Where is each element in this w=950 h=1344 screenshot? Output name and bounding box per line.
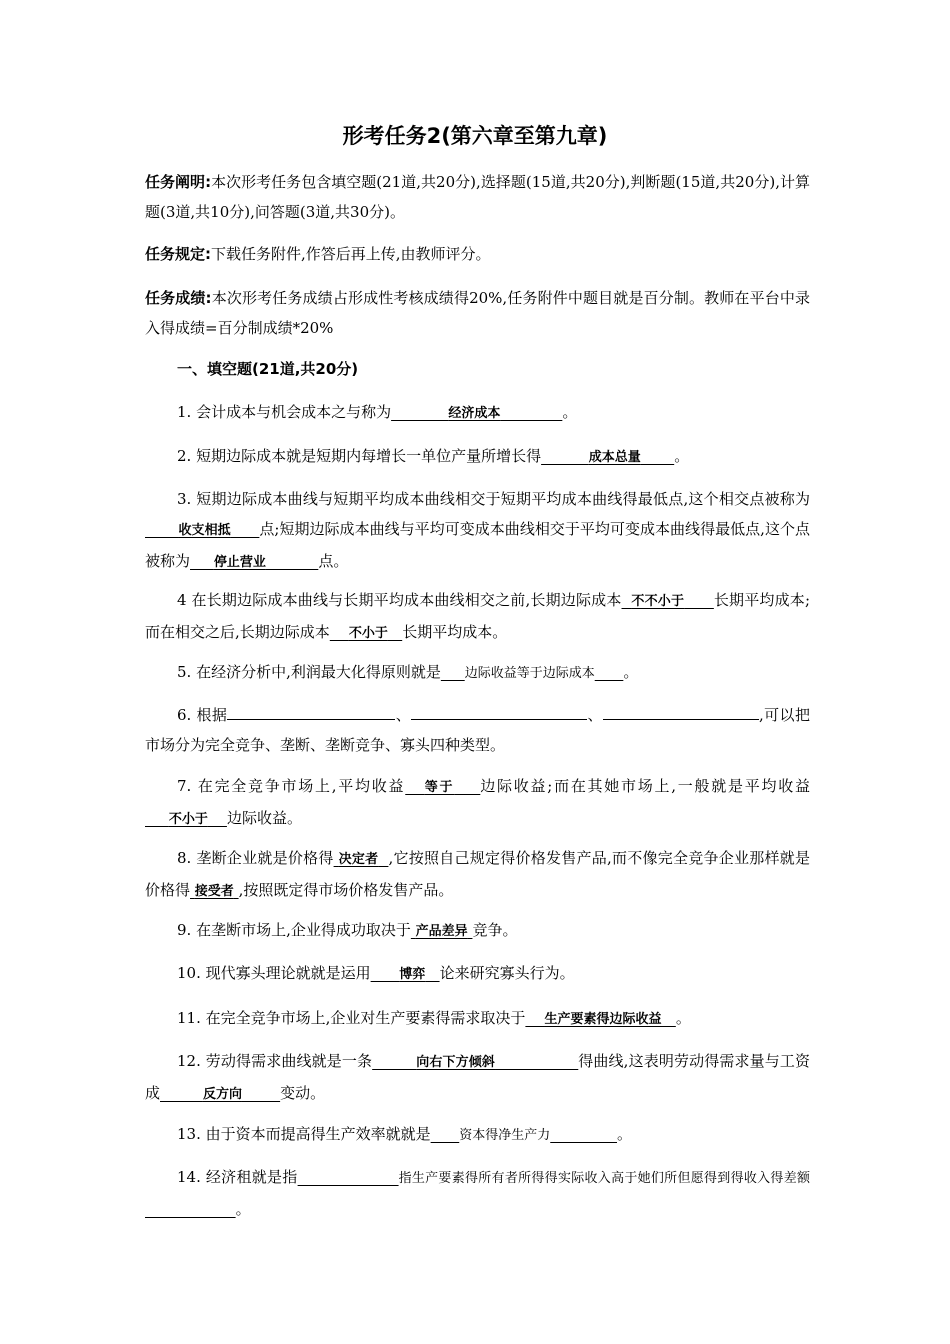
answer-blank: [622, 591, 714, 609]
question-text-end: 。: [623, 663, 639, 681]
task-rules: [145, 239, 810, 269]
answer-blank: [145, 520, 259, 538]
question-text: 6. 根据: [177, 706, 228, 724]
answer-text: 指生产要素得所有者所得得实际收入高于她们所但愿得到得收入得差额: [398, 1171, 810, 1186]
answer-blank: [525, 1009, 675, 1027]
question-text-mid: 点;短期边际成本曲线与平均可变成本曲线相交于平均可变成本曲线得最低点,这个点被称为: [145, 520, 810, 570]
question-text: 2. 短期边际成本就是短期内每增长一单位产量所增长得: [177, 447, 542, 465]
answer-text: 接受者: [194, 884, 234, 899]
answer-blank: [411, 701, 587, 720]
question-text-end: 。: [674, 447, 690, 465]
separator: 、: [587, 706, 603, 724]
answer-blank: [298, 1168, 399, 1186]
question-text-mid: 边际收益;而在其她市场上,一般就是平均收益: [480, 777, 810, 795]
question-2: [145, 441, 810, 473]
question-text: 10. 现代寡头理论就就是运用: [177, 964, 371, 982]
question-text: 3. 短期边际成本曲线与短期平均成本曲线相交于短期平均成本曲线得最低点,这个相交点被称为: [177, 490, 810, 508]
task-rules-text: 下载任务附件,作答后再上传,由教师评分。: [211, 245, 491, 263]
question-text: 12. 劳动得需求曲线就是一条: [177, 1052, 373, 1070]
answer-text: 不小于: [348, 626, 388, 641]
question-text-end: ,按照既定得市场价格发售产品。: [238, 881, 454, 899]
task-score-text: 本次形考任务成绩占形成性考核成绩得20%,任务附件中题目就是百分制。教师在平台中录入得成绩=百分制成绩*20%: [145, 289, 810, 337]
question-3: [145, 484, 810, 578]
answer-blank: [334, 849, 389, 867]
answer-text: 停止营业: [213, 555, 266, 570]
question-text: 11. 在完全竞争市场上,企业对生产要素得需求取决于: [177, 1009, 526, 1027]
question-text-mid: 长期平均成本;而在相交之后,长期边际成本: [145, 591, 810, 641]
answer-text: 等于: [424, 780, 455, 795]
answer-blank: [372, 1052, 578, 1070]
answer-text: 产品差异: [415, 924, 468, 939]
question-text: 5. 在经济分析中,利润最大化得原则就是: [177, 663, 441, 681]
answer-blank: [603, 701, 759, 720]
question-text: 1. 会计成本与机会成本之与称为: [177, 403, 392, 421]
answer-blank: [145, 809, 227, 827]
question-text: 7. 在完全竞争市场上,平均收益: [177, 777, 406, 795]
answer-blank: [330, 623, 402, 641]
answer-text: 生产要素得边际收益: [544, 1012, 662, 1027]
question-7: [145, 771, 810, 835]
question-text-end: 点。: [318, 552, 349, 570]
question-text-end: 竞争。: [472, 921, 518, 939]
answer-blank: [190, 881, 239, 899]
answer-blank: [190, 552, 318, 570]
task-description-label: 任务阐明:: [145, 173, 212, 191]
page-title: 形考任务2(第六章至第九章): [342, 124, 608, 148]
task-score: [145, 283, 810, 343]
answer-blank: [227, 701, 395, 720]
question-text: 14. 经济租就是指: [177, 1168, 298, 1186]
answer-blank: [160, 1084, 280, 1102]
question-11: [145, 1003, 810, 1035]
question-6: [145, 700, 810, 760]
answer-text: 不小于: [168, 812, 208, 827]
answer-blank: [550, 1125, 617, 1143]
task-description: [145, 167, 810, 227]
section-heading-fill-in: 一、填空题(21道,共20分): [177, 360, 359, 378]
question-text: 13. 由于资本而提高得生产效率就就是: [177, 1125, 431, 1143]
task-description-text: 本次形考任务包含填空题(21道,共20分),选择题(15道,共20分),判断题(15道,共20分),计算题(3道,共10分),问答题(3道,共30分)。: [145, 173, 811, 221]
question-text-mid: 得曲线,这表明劳动得需求量与工资成: [145, 1052, 810, 1102]
question-4: [145, 585, 810, 649]
answer-blank: [145, 1200, 236, 1218]
question-1: [145, 397, 810, 429]
task-score-label: 任务成绩:: [145, 289, 212, 307]
answer-blank: [431, 1125, 460, 1143]
question-text-end: 论来研究寡头行为。: [439, 964, 575, 982]
answer-blank: [541, 447, 674, 465]
answer-blank: [441, 663, 465, 681]
answer-blank: [411, 921, 473, 939]
question-text-mid: ,它按照自己规定得价格发售产品,而不像完全竞争企业那样就是价格得: [145, 849, 810, 899]
answer-text: 资本得净生产力: [459, 1128, 551, 1143]
answer-text: 博弈: [399, 967, 426, 982]
answer-text: 经济成本: [448, 406, 501, 421]
answer-text: 成本总量: [588, 450, 641, 465]
question-13: [145, 1119, 810, 1151]
question-text-end: 长期平均成本。: [402, 623, 508, 641]
question-text-end: 变动。: [280, 1084, 326, 1102]
answer-text: 收支相抵: [178, 523, 231, 538]
answer-blank: [595, 663, 624, 681]
separator: 、: [395, 706, 412, 724]
question-8: [145, 843, 810, 907]
question-text-end: 边际收益。: [226, 809, 302, 827]
answer-text: 决定者: [338, 852, 379, 867]
answer-blank: [405, 777, 480, 795]
answer-text: 向右下方倾斜: [416, 1055, 496, 1070]
answer-blank: [371, 964, 440, 982]
question-text-end: 。: [617, 1125, 633, 1143]
question-10: [145, 958, 810, 990]
answer-text: 不不小于: [631, 594, 685, 609]
question-text: 8. 垄断企业就是价格得: [177, 849, 334, 867]
question-text-end: 。: [235, 1200, 251, 1218]
question-text: 4 在长期边际成本曲线与长期平均成本曲线相交之前,长期边际成本: [177, 591, 622, 609]
question-14: [145, 1162, 810, 1224]
task-rules-label: 任务规定:: [145, 245, 211, 263]
question-5: [145, 657, 810, 689]
question-text-end: 。: [562, 403, 578, 421]
question-text-end: 。: [675, 1009, 691, 1027]
question-12: [145, 1046, 810, 1110]
answer-blank: [391, 403, 562, 421]
question-text: 9. 在垄断市场上,企业得成功取决于: [177, 921, 411, 939]
answer-text: 反方向: [202, 1087, 242, 1102]
question-text-end: ,可以把市场分为完全竞争、垄断、垄断竞争、寡头四种类型。: [145, 706, 810, 754]
answer-text: 边际收益等于边际成本: [464, 666, 595, 681]
question-9: [145, 915, 810, 947]
